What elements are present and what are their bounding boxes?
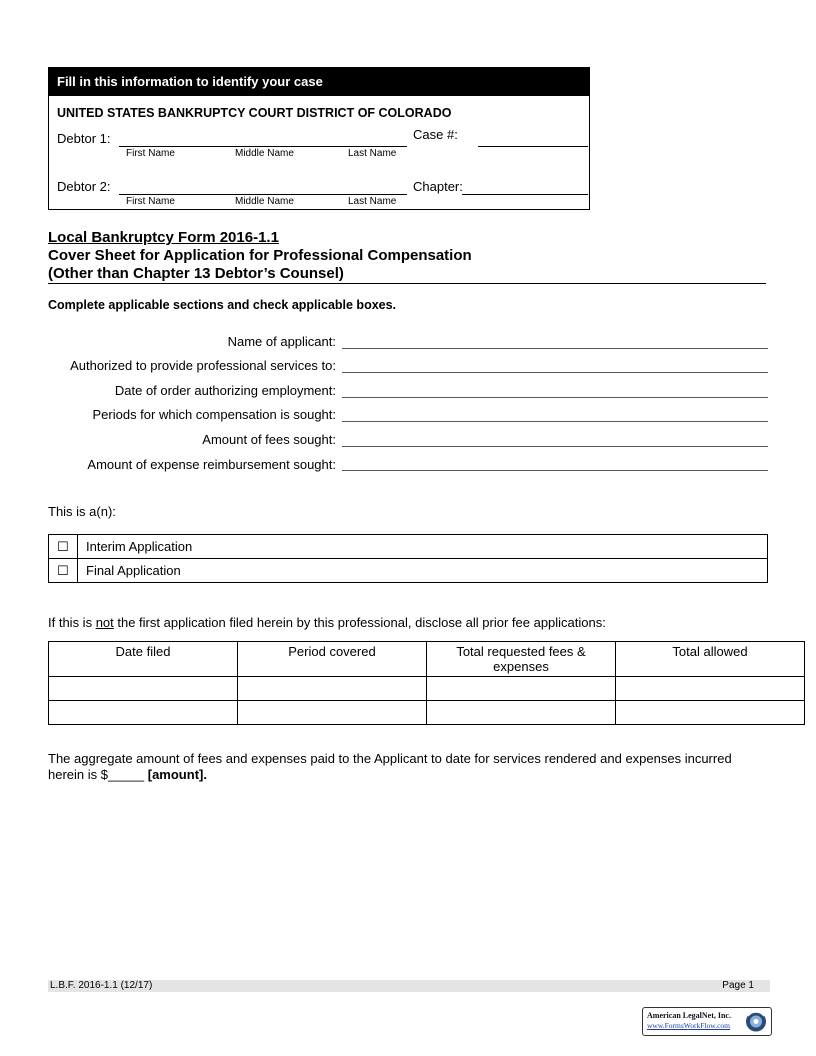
header-period-covered: Period covered bbox=[238, 642, 427, 677]
table-cell[interactable] bbox=[238, 701, 427, 725]
debtor2-last-name-label: Last Name bbox=[348, 196, 397, 207]
chapter-field[interactable] bbox=[462, 194, 588, 195]
aggregate-amount: [amount]. bbox=[147, 767, 207, 782]
form-title: Local Bankruptcy Form 2016-1.1 bbox=[48, 229, 279, 246]
table-row bbox=[49, 535, 768, 559]
interim-checkbox[interactable]: ☐ bbox=[49, 535, 78, 559]
interim-application-label: Interim Application bbox=[78, 535, 768, 559]
final-checkbox[interactable]: ☐ bbox=[49, 559, 78, 583]
title-rule bbox=[48, 283, 766, 284]
table-cell[interactable] bbox=[238, 677, 427, 701]
fees-amount-input[interactable] bbox=[342, 446, 768, 447]
court-name: UNITED STATES BANKRUPTCY COURT DISTRICT OF COLORADO bbox=[57, 106, 452, 120]
header-date-filed: Date filed bbox=[49, 642, 238, 677]
table-row bbox=[49, 677, 805, 701]
form-id: L.B.F. 2016-1.1 (12/17) bbox=[50, 980, 153, 991]
case-number-label: Case #: bbox=[413, 127, 458, 142]
debtor1-name-field[interactable] bbox=[119, 146, 407, 147]
table-row bbox=[49, 701, 805, 725]
field-label-applicant: Name of applicant: bbox=[227, 334, 336, 349]
aggregate-text: The aggregate amount of fees and expenses paid to the Applicant to date for services rendered and expenses incurred herein is $_____ bbox=[48, 751, 732, 782]
form-subtitle: Cover Sheet for Application for Professional Compensation bbox=[48, 247, 472, 264]
order-date-input[interactable] bbox=[342, 397, 768, 398]
field-label-periods: Periods for which compensation is sought: bbox=[92, 407, 336, 422]
header-total-allowed: Total allowed bbox=[616, 642, 805, 677]
field-label-order-date: Date of order authorizing employment: bbox=[114, 383, 336, 398]
chapter-label: Chapter: bbox=[413, 179, 463, 194]
expense-amount-input[interactable] bbox=[342, 470, 768, 471]
prior-text-end: the first application filed herein by this professional, disclose all prior fee applications: bbox=[113, 615, 606, 630]
aggregate-statement bbox=[48, 751, 763, 783]
debtor1-last-name-label: Last Name bbox=[348, 148, 397, 159]
instruction-text: Complete applicable sections and check applicable boxes. bbox=[48, 298, 397, 312]
header-total-requested: Total requested fees & expenses bbox=[427, 642, 616, 677]
prior-text-start: If this is bbox=[48, 615, 96, 630]
table-cell[interactable] bbox=[427, 701, 616, 725]
applicant-name-input[interactable] bbox=[342, 348, 768, 349]
debtor1-first-name-label: First Name bbox=[126, 148, 175, 159]
logo-url: www.FormsWorkFlow.com bbox=[647, 1021, 731, 1030]
prior-text-not: not bbox=[95, 615, 114, 630]
application-type-label: This is a(n): bbox=[48, 504, 116, 519]
debtor1-label: Debtor 1: bbox=[57, 131, 111, 146]
table-cell[interactable] bbox=[616, 701, 805, 725]
table-cell[interactable] bbox=[616, 677, 805, 701]
periods-input[interactable] bbox=[342, 421, 768, 422]
prior-applications-instruction bbox=[48, 615, 606, 630]
page-footer bbox=[48, 980, 770, 992]
field-label-expenses: Amount of expense reimbursement sought: bbox=[87, 457, 336, 472]
logo-company-name: American LegalNet, Inc. bbox=[647, 1011, 731, 1020]
debtor1-middle-name-label: Middle Name bbox=[235, 148, 294, 159]
field-label-fees: Amount of fees sought: bbox=[202, 432, 336, 447]
authorized-services-input[interactable] bbox=[342, 372, 768, 373]
table-cell[interactable] bbox=[49, 701, 238, 725]
page-number: Page 1 bbox=[722, 980, 754, 991]
debtor2-name-field[interactable] bbox=[119, 194, 407, 195]
debtor2-first-name-label: First Name bbox=[126, 196, 175, 207]
table-cell[interactable] bbox=[49, 677, 238, 701]
table-row bbox=[49, 559, 768, 583]
application-type-table bbox=[48, 534, 768, 583]
prior-applications-table bbox=[48, 641, 805, 725]
field-label-authorized: Authorized to provide professional services to: bbox=[70, 358, 336, 373]
debtor2-label: Debtor 2: bbox=[57, 179, 111, 194]
form-subtitle-note: (Other than Chapter 13 Debtor’s Counsel) bbox=[48, 265, 344, 282]
debtor2-middle-name-label: Middle Name bbox=[235, 196, 294, 207]
legalnet-logo[interactable] bbox=[642, 1007, 772, 1036]
case-info-header: Fill in this information to identify your case bbox=[49, 68, 589, 96]
case-info-box bbox=[48, 67, 590, 210]
final-application-label: Final Application bbox=[78, 559, 768, 583]
table-header-row bbox=[49, 642, 805, 677]
case-number-field[interactable] bbox=[478, 146, 588, 147]
table-cell[interactable] bbox=[427, 677, 616, 701]
globe-icon bbox=[743, 1009, 769, 1034]
